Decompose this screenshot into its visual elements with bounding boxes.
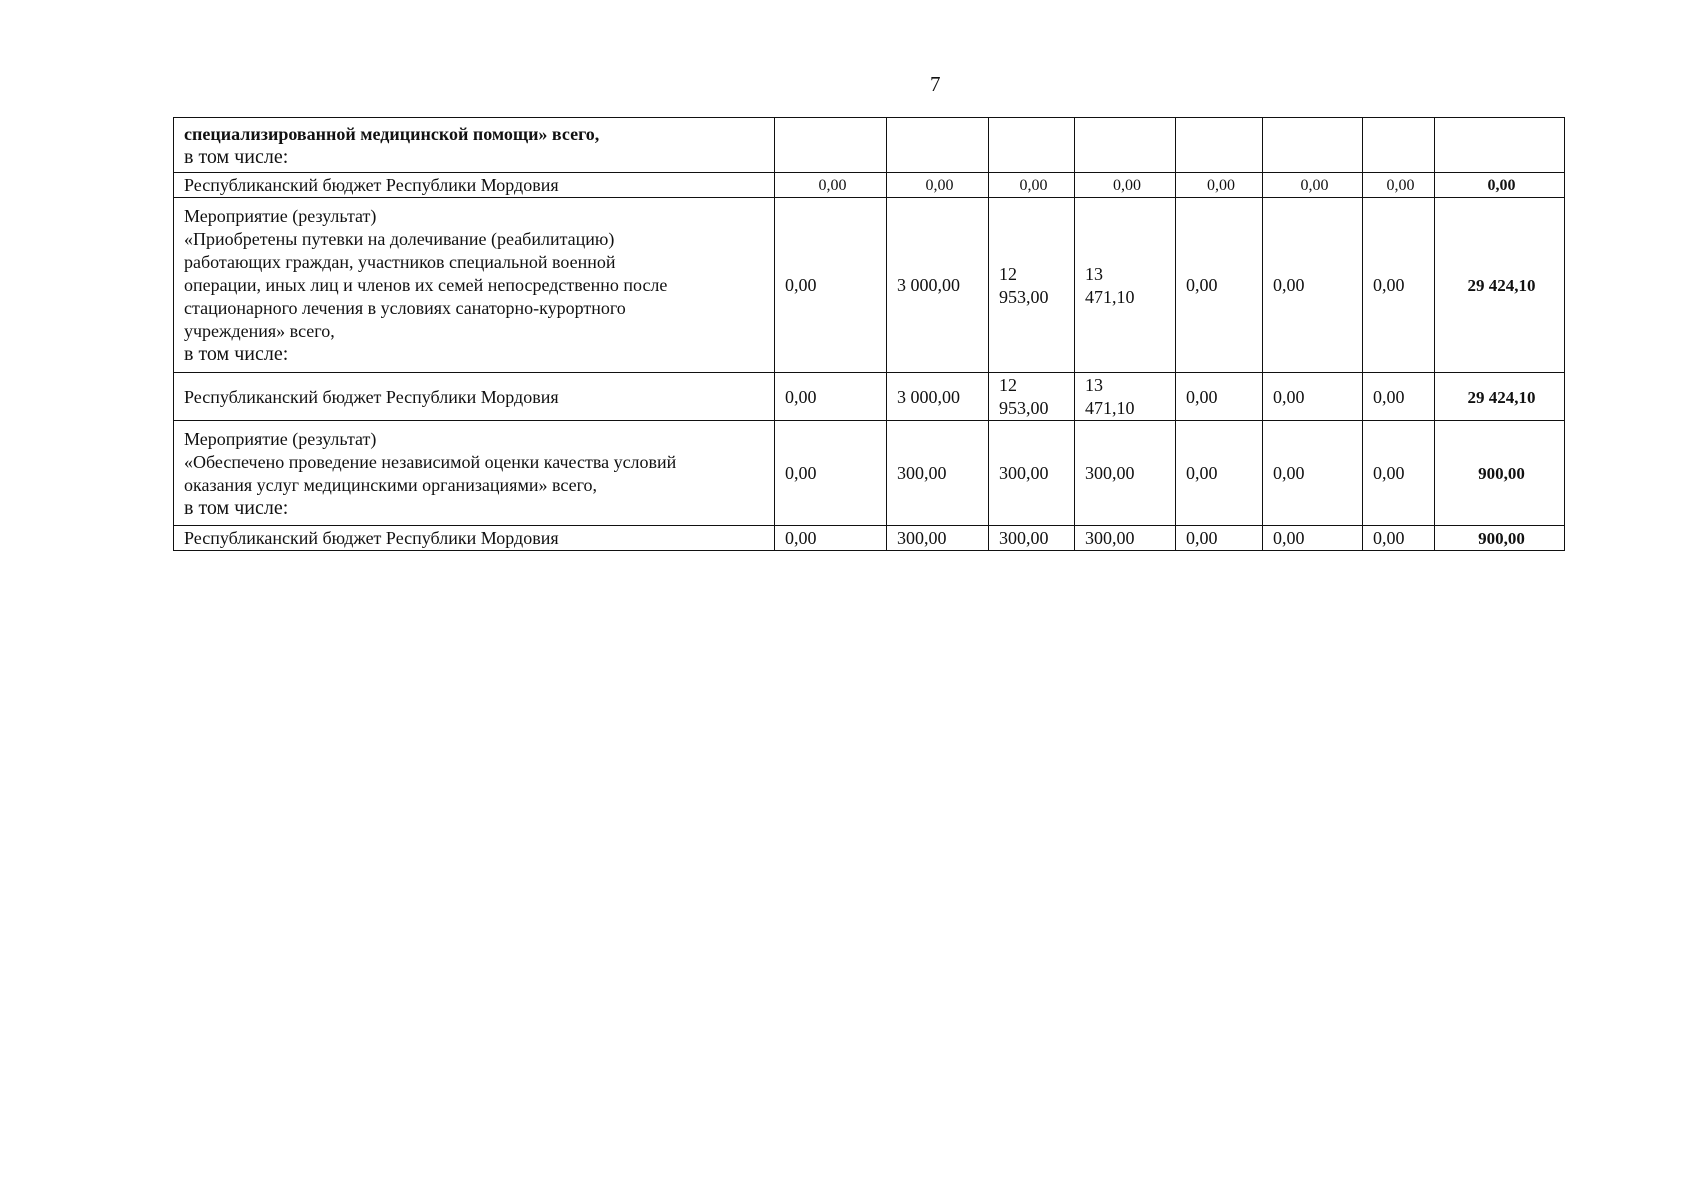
value-cell: 0,00 <box>1176 173 1263 198</box>
row-description <box>174 118 775 173</box>
description-line: специализированной медицинской помощи» всего, <box>184 123 600 144</box>
value-cell: 300,00 <box>1075 526 1176 551</box>
value-cell: 0,00 <box>887 173 989 198</box>
value-cell: 3 000,00 <box>887 198 989 373</box>
description-line: Мероприятие (результат) <box>184 428 377 449</box>
table-row <box>174 373 1565 421</box>
row-description <box>174 421 775 526</box>
value-cell: 0,00 <box>1176 198 1263 373</box>
description-line: в том числе: <box>184 496 289 519</box>
value-cell: 0,00 <box>1263 173 1363 198</box>
description-line: учреждения» всего, <box>184 321 335 341</box>
description-line: оказания услуг медицинскими организациями» всего, <box>184 474 598 495</box>
wrapped-value: 13 471,10 <box>1085 263 1135 307</box>
value-cell <box>1075 373 1176 421</box>
table-row <box>174 198 1565 373</box>
description-line: Мероприятие (результат) <box>184 206 377 226</box>
value-cell: 0,00 <box>775 373 887 421</box>
value-cell: 300,00 <box>1075 421 1176 526</box>
table-row <box>174 118 1565 173</box>
value-cell: 0,00 <box>1263 373 1363 421</box>
value-cell: 0,00 <box>1363 526 1435 551</box>
value-cell: 0,00 <box>989 173 1075 198</box>
value-cell: 0,00 <box>1363 198 1435 373</box>
total-cell <box>1435 118 1565 173</box>
description-line: работающих граждан, участников специальной военной <box>184 252 616 272</box>
total-cell: 29 424,10 <box>1435 373 1565 421</box>
value-cell: 0,00 <box>775 198 887 373</box>
value-cell: 0,00 <box>1263 421 1363 526</box>
page-number: 7 <box>930 72 941 96</box>
value-cell: 0,00 <box>1263 198 1363 373</box>
value-cell <box>1075 198 1176 373</box>
table-row <box>174 421 1565 526</box>
value-cell <box>775 118 887 173</box>
description-line: в том числе: <box>184 343 289 365</box>
value-cell: 0,00 <box>1363 421 1435 526</box>
value-cell: 0,00 <box>1176 526 1263 551</box>
value-cell <box>989 198 1075 373</box>
value-cell: 0,00 <box>775 526 887 551</box>
wrapped-value: 12 953,00 <box>999 375 1049 418</box>
value-cell: 0,00 <box>1176 421 1263 526</box>
value-cell: 0,00 <box>1263 526 1363 551</box>
value-cell: 0,00 <box>1363 173 1435 198</box>
value-cell <box>1075 118 1176 173</box>
row-description <box>174 198 775 373</box>
value-cell: 0,00 <box>775 421 887 526</box>
value-cell: 3 000,00 <box>887 373 989 421</box>
value-cell: 0,00 <box>1075 173 1176 198</box>
total-cell: 0,00 <box>1435 173 1565 198</box>
value-cell: 300,00 <box>989 421 1075 526</box>
total-cell: 900,00 <box>1435 421 1565 526</box>
wrapped-value: 12 953,00 <box>999 263 1049 307</box>
row-description: Республиканский бюджет Республики Мордовия <box>174 173 775 198</box>
row-description: Республиканский бюджет Республики Мордовия <box>174 373 775 421</box>
value-cell: 300,00 <box>887 421 989 526</box>
row-description: Республиканский бюджет Республики Мордовия <box>174 526 775 551</box>
total-cell: 900,00 <box>1435 526 1565 551</box>
description-line: «Обеспечено проведение независимой оценки качества условий <box>184 451 677 472</box>
description-line: стационарного лечения в условиях санаторно-курортного <box>184 298 626 318</box>
table-row <box>174 173 1565 198</box>
value-cell <box>1176 118 1263 173</box>
value-cell: 300,00 <box>989 526 1075 551</box>
budget-table <box>173 117 1565 551</box>
value-cell <box>1263 118 1363 173</box>
value-cell: 0,00 <box>775 173 887 198</box>
value-cell: 300,00 <box>887 526 989 551</box>
wrapped-value: 13 471,10 <box>1085 375 1135 418</box>
value-cell <box>989 118 1075 173</box>
value-cell <box>887 118 989 173</box>
value-cell <box>1363 118 1435 173</box>
description-line: в том числе: <box>184 145 289 168</box>
description-line: «Приобретены путевки на долечивание (реабилитацию) <box>184 229 615 249</box>
description-line: операции, иных лиц и членов их семей непосредственно после <box>184 275 668 295</box>
value-cell: 0,00 <box>1176 373 1263 421</box>
value-cell: 0,00 <box>1363 373 1435 421</box>
value-cell <box>989 373 1075 421</box>
table-row <box>174 526 1565 551</box>
total-cell: 29 424,10 <box>1435 198 1565 373</box>
